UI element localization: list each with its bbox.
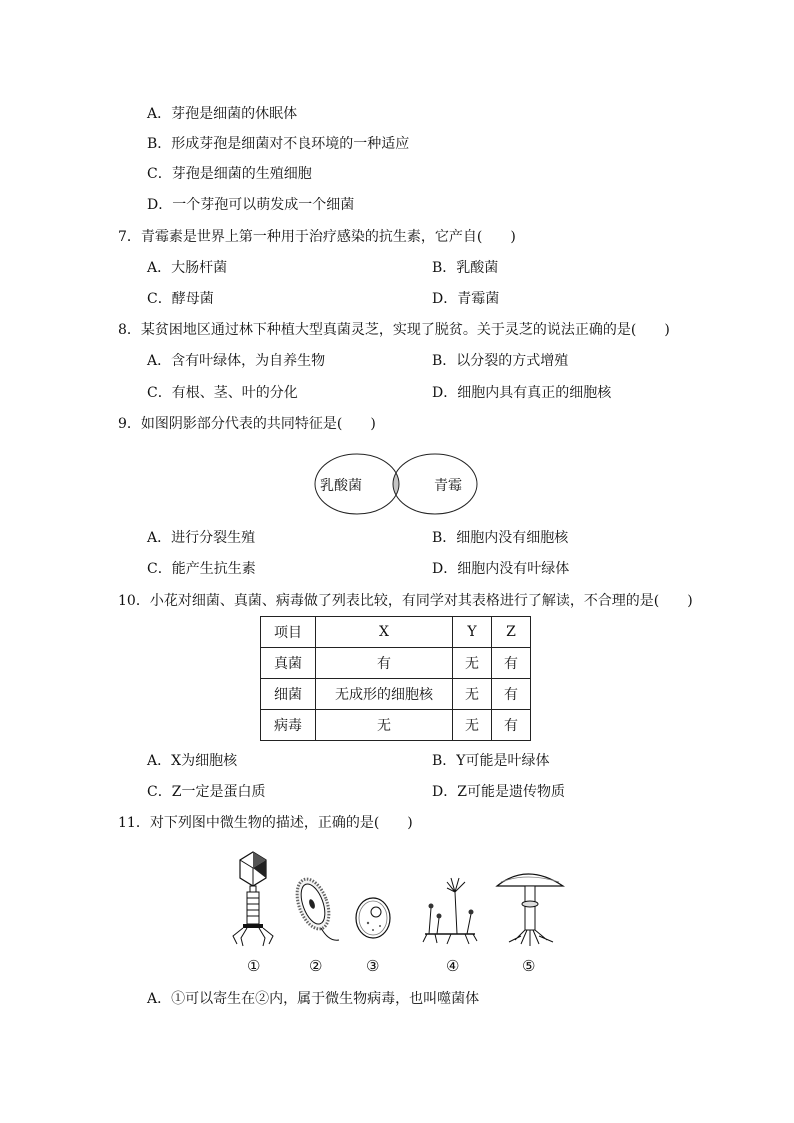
q6-option-b: B．形成芽孢是细菌对不良环境的一种适应 xyxy=(147,136,410,152)
table-cell: 无 xyxy=(453,710,492,741)
q10-option-b: B．Y可能是叶绿体 xyxy=(432,753,550,769)
figure-label-5: ⑤ xyxy=(522,957,536,975)
q11-stem: 11．对下列图中微生物的描述，正确的是( ) xyxy=(118,815,413,831)
q8-option-c: C．有根、茎、叶的分化 xyxy=(147,385,298,401)
q7-option-a: A．大肠杆菌 xyxy=(147,260,228,276)
q7-option-d: D．青霉菌 xyxy=(432,291,500,307)
figure-label-2: ② xyxy=(309,957,323,975)
table-row xyxy=(261,648,531,679)
table-header-cell: X xyxy=(316,617,453,648)
table-cell: 有 xyxy=(492,710,531,741)
q6-option-c: C．芽孢是细菌的生殖细胞 xyxy=(147,166,312,182)
table-header-cell: Z xyxy=(492,617,531,648)
table-header-row xyxy=(261,617,531,648)
table-cell: 有 xyxy=(316,648,453,679)
q8-option-b: B．以分裂的方式增殖 xyxy=(432,353,569,369)
q7-option-c: C．酵母菌 xyxy=(147,291,214,307)
table-cell: 真菌 xyxy=(261,648,316,679)
mold-icon xyxy=(423,878,477,944)
table-cell: 无 xyxy=(453,679,492,710)
q8-option-d: D．细胞内具有真正的细胞核 xyxy=(432,385,612,401)
table-cell: 无成形的细胞核 xyxy=(316,679,453,710)
q10-option-d: D．Z可能是遗传物质 xyxy=(432,784,565,800)
bacterium-icon xyxy=(291,875,339,940)
table-header-cell: Y xyxy=(453,617,492,648)
table-cell: 无 xyxy=(316,710,453,741)
q7-stem: 7．青霉素是世界上第一种用于治疗感染的抗生素，它产自( ) xyxy=(118,229,516,245)
table-header-cell: 项目 xyxy=(261,617,316,648)
q6-option-d: D．一个芽孢可以萌发成一个细菌 xyxy=(147,197,355,213)
comparison-table xyxy=(260,616,531,741)
q10-stem: 10．小花对细菌、真菌、病毒做了列表比较，有同学对其表格进行了解读，不合理的是( ) xyxy=(118,593,693,609)
q7-option-b: B．乳酸菌 xyxy=(432,260,499,276)
table-cell: 有 xyxy=(492,679,531,710)
microorganism-figures xyxy=(225,848,575,950)
table-cell: 细菌 xyxy=(261,679,316,710)
q9-option-b: B．细胞内没有细胞核 xyxy=(432,530,569,546)
q8-option-a: A．含有叶绿体，为自养生物 xyxy=(147,353,326,369)
q10-option-a: A．X为细胞核 xyxy=(147,753,238,769)
mushroom-icon xyxy=(497,874,563,946)
q10-option-c: C．Z一定是蛋白质 xyxy=(147,784,266,800)
figure-label-3: ③ xyxy=(366,957,380,975)
q11-option-a: A．①可以寄生在②内，属于微生物病毒，也叫噬菌体 xyxy=(147,991,480,1007)
q9-option-a: A．进行分裂生殖 xyxy=(147,530,256,546)
q9-option-c: C．能产生抗生素 xyxy=(147,561,256,577)
table-row xyxy=(261,710,531,741)
venn-left-label: 乳酸菌 xyxy=(320,478,362,494)
q9-stem: 9．如图阴影部分代表的共同特征是( ) xyxy=(118,416,376,432)
q8-stem: 8．某贫困地区通过林下种植大型真菌灵芝，实现了脱贫。关于灵芝的说法正确的是( ) xyxy=(118,322,670,338)
figure-label-1: ① xyxy=(247,957,261,975)
bacteriophage-icon xyxy=(233,852,273,946)
q6-option-a: A．芽孢是细菌的休眠体 xyxy=(147,106,298,122)
figure-label-4: ④ xyxy=(446,957,460,975)
table-cell: 病毒 xyxy=(261,710,316,741)
yeast-icon xyxy=(356,898,390,938)
table-cell: 有 xyxy=(492,648,531,679)
q9-option-d: D．细胞内没有叶绿体 xyxy=(432,561,570,577)
table-row xyxy=(261,679,531,710)
table-cell: 无 xyxy=(453,648,492,679)
venn-right-label: 青霉 xyxy=(434,478,462,494)
